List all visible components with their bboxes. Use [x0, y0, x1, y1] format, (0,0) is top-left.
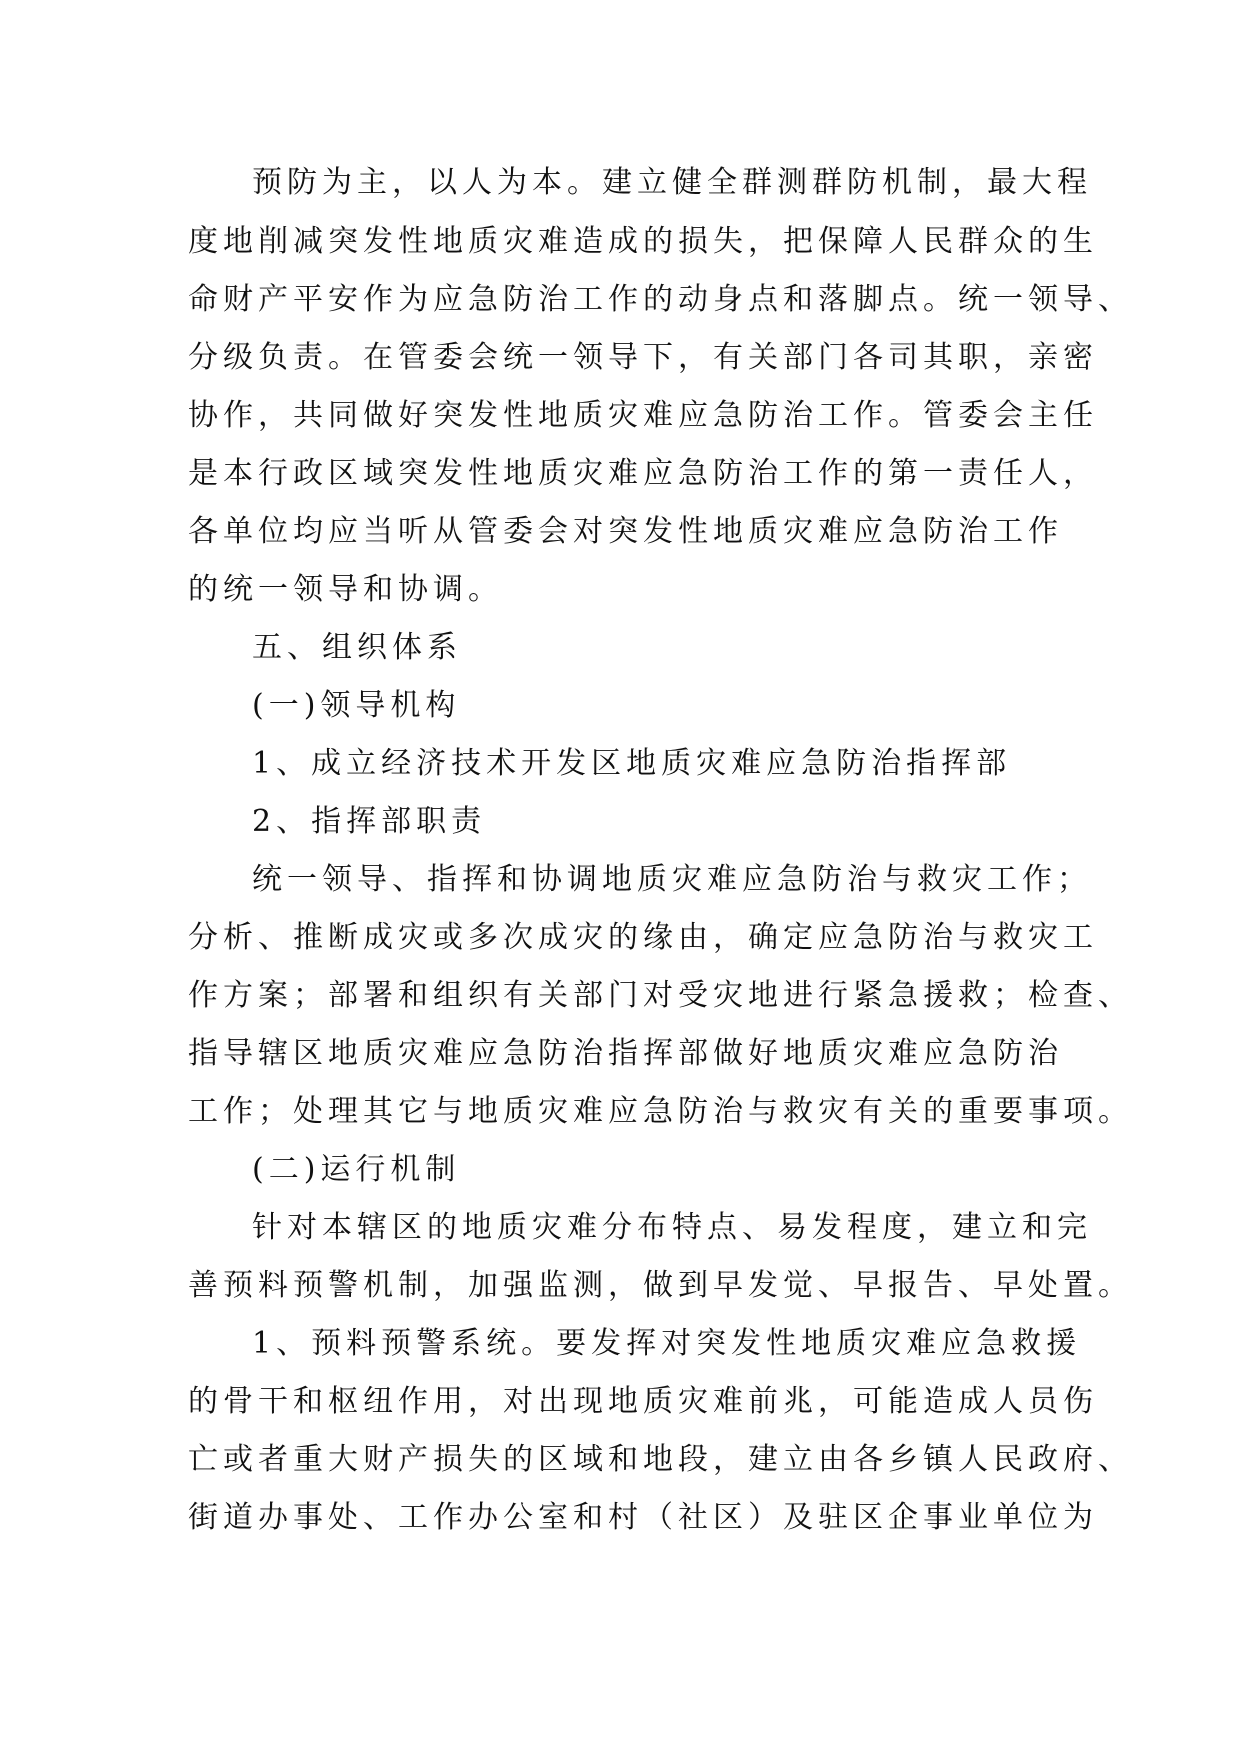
paragraph-line: 的骨干和枢纽作用，对出现地质灾难前兆，可能造成人员伤: [188, 1384, 1098, 1419]
subsection-heading: (一)领导机构: [252, 688, 461, 723]
paragraph-line: 作方案；部署和组织有关部门对受灾地进行紧急援救；检查、: [188, 978, 1133, 1013]
paragraph-line: 度地削减突发性地质灾难造成的损失，把保障人民群众的生: [188, 224, 1098, 259]
list-item: 2、指挥部职责: [252, 804, 487, 839]
paragraph-line: 统一领导、指挥和协调地质灾难应急防治与救灾工作；: [252, 862, 1092, 897]
paragraph-line: 命财产平安作为应急防治工作的动身点和落脚点。统一领导、: [188, 282, 1133, 317]
paragraph-line: 预防为主，以人为本。建立健全群测群防机制，最大程: [252, 165, 1092, 200]
paragraph-line: 善预料预警机制，加强监测，做到早发觉、早报告、早处置。: [188, 1268, 1133, 1303]
paragraph-line: 协作，共同做好突发性地质灾难应急防治工作。管委会主任: [188, 398, 1098, 433]
paragraph-line: 各单位均应当听从管委会对突发性地质灾难应急防治工作: [188, 514, 1063, 549]
paragraph-line: 分析、推断成灾或多次成灾的缘由，确定应急防治与救灾工: [188, 920, 1098, 955]
paragraph-line: 亡或者重大财产损失的区域和地段，建立由各乡镇人民政府、: [188, 1442, 1133, 1477]
paragraph-line: 针对本辖区的地质灾难分布特点、易发程度，建立和完: [252, 1210, 1092, 1245]
paragraph-line: 工作；处理其它与地质灾难应急防治与救灾有关的重要事项。: [188, 1094, 1133, 1129]
subsection-heading: (二)运行机制: [252, 1152, 461, 1187]
paragraph-line: 1、预料预警系统。要发挥对突发性地质灾难应急救援: [252, 1326, 1082, 1361]
paragraph-line: 分级负责。在管委会统一领导下，有关部门各司其职，亲密: [188, 340, 1098, 375]
section-heading: 五、组织体系: [252, 630, 462, 665]
paragraph-line: 指导辖区地质灾难应急防治指挥部做好地质灾难应急防治: [188, 1036, 1063, 1071]
list-item: 1、成立经济技术开发区地质灾难应急防治指挥部: [252, 746, 1012, 781]
paragraph-line: 街道办事处、工作办公室和村（社区）及驻区企事业单位为: [188, 1500, 1098, 1535]
paragraph-line: 的统一领导和协调。: [188, 572, 503, 607]
paragraph-line: 是本行政区域突发性地质灾难应急防治工作的第一责任人，: [188, 456, 1098, 491]
